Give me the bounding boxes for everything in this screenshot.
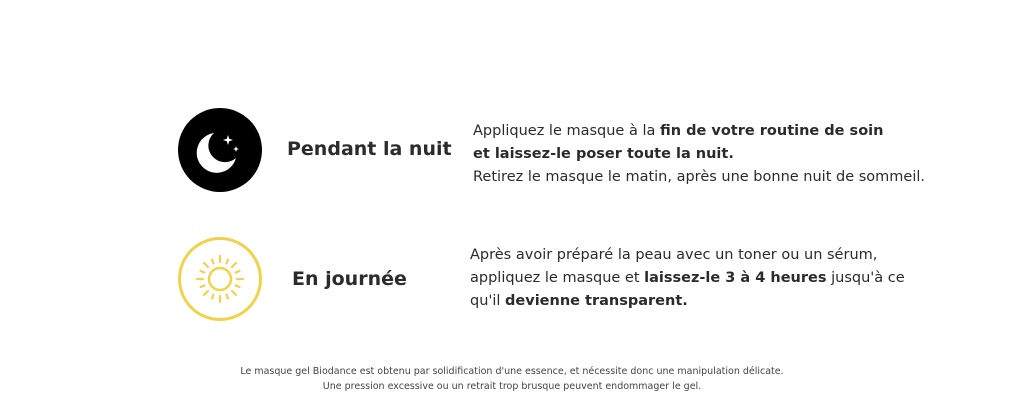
day-title: En journée <box>292 268 407 290</box>
night-desc-line-3 <box>473 166 925 189</box>
day-desc-line-3-text: qu'il <box>470 293 506 309</box>
day-desc-line-3-bold: devienne transparent. <box>505 293 688 309</box>
night-description <box>473 120 925 189</box>
day-desc-line-2-tail: jusqu'à ce <box>826 270 905 286</box>
day-desc-line-2 <box>470 267 905 290</box>
night-desc-line-1 <box>473 120 925 143</box>
night-desc-line-2 <box>473 143 925 166</box>
footnote <box>0 364 1024 394</box>
moon-stars-icon <box>178 108 262 192</box>
night-desc-line-1-bold: fin de votre routine de soin <box>660 123 884 139</box>
sun-icon <box>178 237 262 321</box>
day-desc-line-2-bold: laissez-le 3 à 4 heures <box>644 270 827 286</box>
footnote-line-2: Une pression excessive ou un retrait trop brusque peuvent endommager le gel. <box>322 381 702 392</box>
night-desc-line-2-bold: et laissez-le poser toute la nuit. <box>473 146 734 162</box>
footnote-line-1: Le masque gel Biodance est obtenu par solidification d'une essence, et nécessite donc une manipulation délicate. <box>240 366 784 377</box>
night-title: Pendant la nuit <box>287 138 452 160</box>
day-desc-line-3 <box>470 290 905 313</box>
day-desc-line-1-text: Après avoir préparé la peau avec un toner ou un sérum, <box>470 247 878 263</box>
day-description <box>470 244 905 313</box>
day-desc-line-2-text: appliquez le masque et <box>470 270 645 286</box>
day-desc-line-1 <box>470 244 905 267</box>
night-desc-line-3-text: Retirez le masque le matin, après une bonne nuit de sommeil. <box>473 169 925 185</box>
night-desc-line-1-text: Appliquez le masque à la <box>473 123 660 139</box>
